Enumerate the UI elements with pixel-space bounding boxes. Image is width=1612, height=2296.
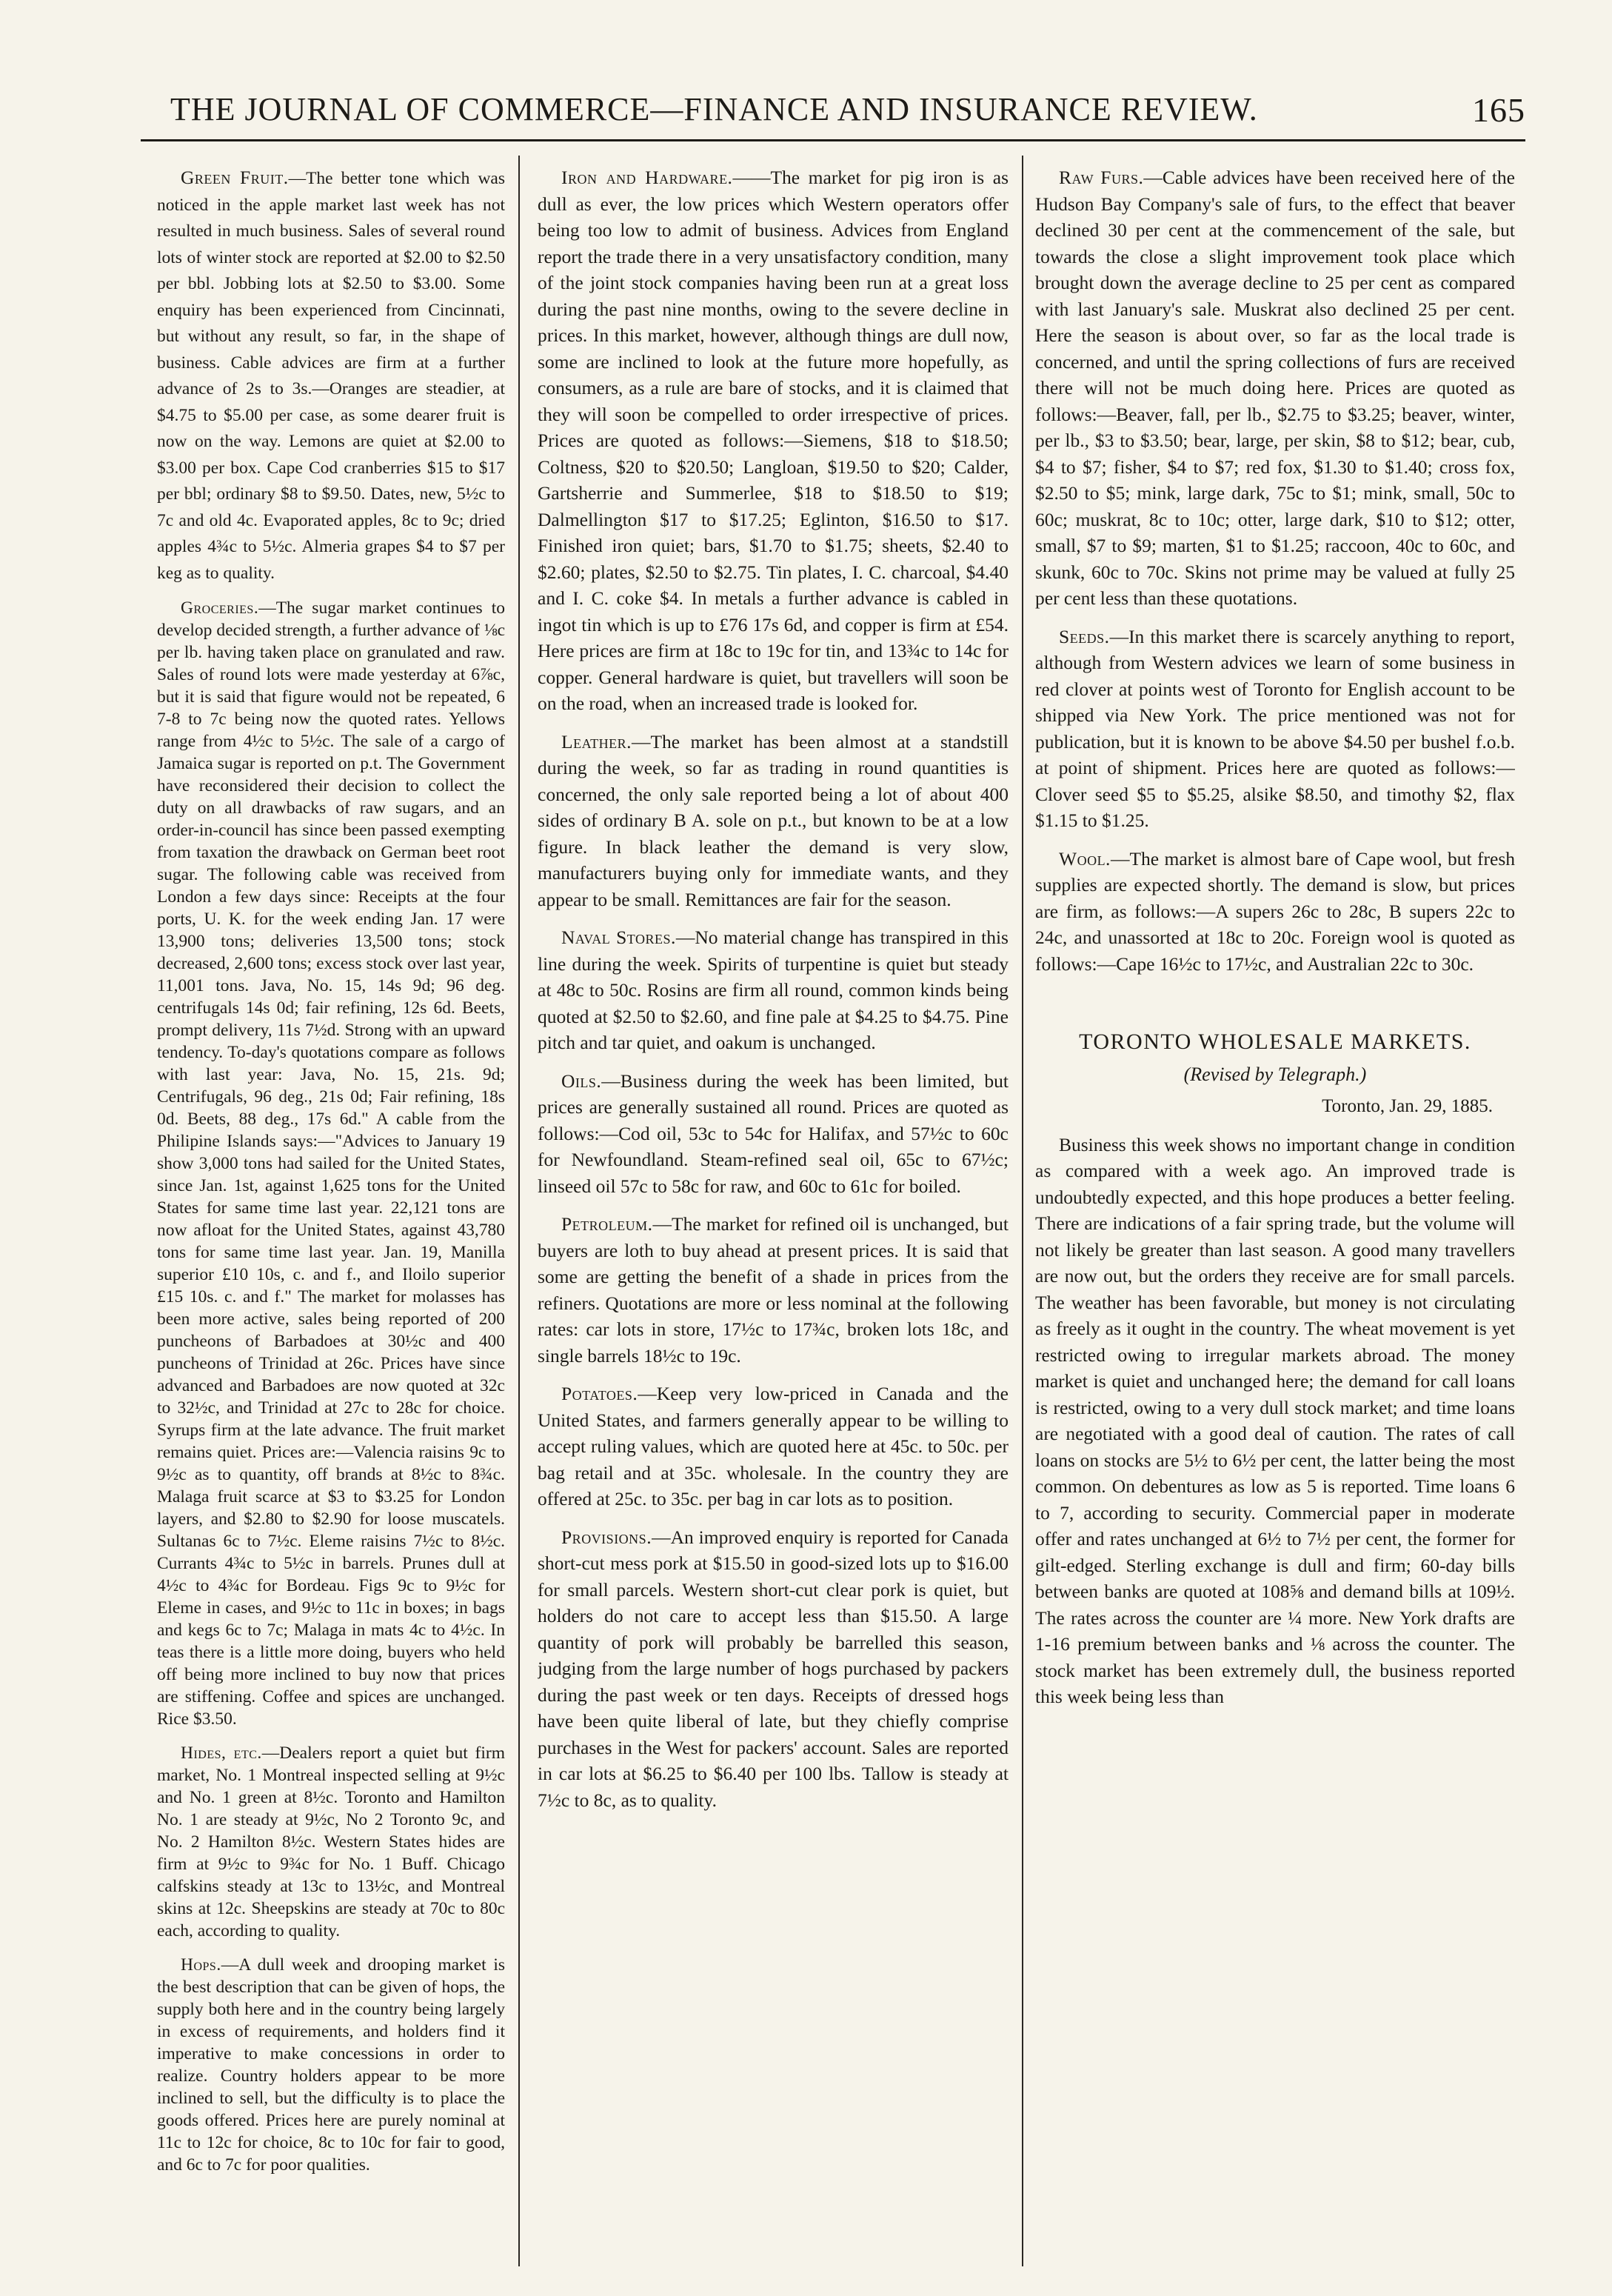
article-heading: Seeds. [1059, 625, 1110, 647]
article-text: —An improved enquiry is reported for Canada short-cut mess pork at $15.50 in good-sized lots up to $16.00 for small parcels. Western short-cut clear pork is quiet, but holders do not care to accept less than $15.50. A large quantity of pork will probably be barrelled this season, judging from the large number of hogs purchased by packers during the past week or ten days. Receipts of dressed hogs have been quite liberal of late, but they chiefly comprise purchases in the West for packers' account. Sales are reported in car lots at $6.25 to $6.40 per 100 lbs. Tallow is steady at 7½c to 8c, as to quality. [538, 1526, 1009, 1811]
article-heading: Petroleum. [561, 1213, 653, 1235]
article-text: —Business during the week has been limited, but prices are generally sustained all round. Prices are quoted as follows:—Cod oil, 53c to 54c for Halifax, and 57½c to 60c for Newfoundland. Steam-refined seal oil, 65c to 67½c; linseed oil 57c to 58c for raw, and 60c to 61c for boiled. [538, 1069, 1009, 1197]
article-groceries [157, 597, 505, 1730]
article-seeds [1035, 624, 1515, 834]
article-text: —The sugar market continues to develop decided strength, a further advance of ⅛c per lb. having taken place on granulated and raw. Sales of round lots were made yesterday at 6⅞c, but it is said that figure would not be repeated, 6 7-8 to 7c being now the quoted rates. Yellows range from 4½c to 5½c. The sale of a cargo of Jamaica sugar is reported on p.t. The Government have reconsidered their decision to collect the duty on all drawbacks of raw sugars, and an order-in-council has since been passed exempting from taxation the drawback on German beet root sugar. The following cable was received from London a few days since: Receipts at the four ports, U. K. for the week ending Jan. 17 were 13,900 tons; deliveries 13,500 tons; stock decreased, 2,600 tons; excess stock over last year, 11,001 tons. Java, No. 15, 14s 9d; 96 deg. centrifugals 14s 0d; fair refining, 12s 6d. Beets, prompt delivery, 11s 7½d. Strong with an upward tendency. To-day's quotations compare as follows with last year: Java, No. 15, 21s. 9d; Centrifugals, 96 deg., 21s 0d; Fair refining, 18s 0d. Beets, 88 deg., 17s 6d." A cable from the Philipine Islands says:—"Advices to January 19 show 3,000 tons had sailed for the United States, since Jan. 1st, against 1,625 tons for the United States for same time last year. 22,121 tons are now afloat for the United States, against 43,780 tons for same time last year. Jan. 19, Manilla superior £10 10s, c. and f., and Iloilo superior £15 10s. c. and f." The market for molasses has been more active, sales being reported of 200 puncheons of Barbadoes at 30½c and 400 puncheons of Trinidad at 26c. Prices have since advanced and Barbadoes are now quoted at 32c to 32½c, and Trinidad at 27c to 28c for choice. Syrups firm at the late advance. The fruit market remains quiet. Prices are:—Valencia raisins 9c to 9½c as to quantity, off brands at 8½c to 8¾c. Malaga fruit scarce at $3 to $3.25 for London layers, and $2.80 to $2.90 for loose muscatels. Sultanas 6c to 7½c. Eleme raisins 7½c to 8½c. Currants 4¾c to 5½c in barrels. Prunes dull at 4½c to 4¾c for Bordeau. Figs 9c to 9½c for Eleme in cases, and 9½c to 11c in boxes; in bags and kegs 6c to 7c; Malaga in mats 4c to 4½c. In teas there is a little more doing, buyers who held off being more inclined to buy now that prices are stiffening. Coffee and spices are unchanged. Rice $3.50. [157, 598, 505, 1729]
article-leather [538, 729, 1009, 913]
article-heading: Hides, etc. [181, 1743, 262, 1763]
article-heading: Iron and Hardware. [561, 167, 733, 188]
article-heading: Groceries. [181, 598, 259, 618]
article-text: —Dealers report a quiet but firm market, No. 1 Montreal inspected selling at 9½c and No. 1 green at 8½c. Toronto and Hamilton No. 1 are steady at 9½c, No 2 Toronto 9c, and No. 2 Hamilton 8½c. Western States hides are firm at 9½c to 9¾c for No. 1 Buff. Chicago calfskins steady at 13c to 13½c, and Montreal skins at 12c. Sheepskins are steady at 70c to 80c each, according to quality. [157, 1743, 505, 1940]
article-heading: Wool. [1059, 847, 1111, 870]
page-number: 165 [1472, 91, 1525, 129]
article-heading: Potatoes. [561, 1383, 638, 1404]
article-text: —Keep very low-priced in Canada and the United States, and farmers generally appear to be willing to accept ruling values, which are quoted here at 45c. to 50c. per bag retail and at 35c. wholesale. In the country they are offered at 25c. to 35c. per bag in car lots as to position. [538, 1383, 1009, 1509]
column-2 [538, 164, 1009, 2275]
article-text: —No material change has transpired in this line during the week. Spirits of turpentine is quiet but steady at 48c to 50c. Rosins are firm all round, common kinds being quoted at $2.50 to $2.60, and fine pale at $4.25 to $4.75. Pine pitch and tar quiet, and oakum is unchanged. [538, 927, 1009, 1053]
article-hops [157, 1954, 505, 2176]
page-header [141, 83, 1525, 136]
article-text: —Cable advices have been received here of the Hudson Bay Company's sale of furs, to the effect that beaver declined 30 per cent at the commencement of the sale, but towards the close a slight improvement took place which brought down the average decline to 25 per cent as compared with last January's sale. Muskrat also declined 25 per cent. Here the season is about over, so far as the local trade is concerned, and until the spring collections of furs are received there will not be much doing here. Prices are quoted as follows:—Beaver, fall, per lb., $2.75 to $3.25; beaver, winter, per lb., $3 to $3.50; bear, large, per skin, $8 to $12; bear, cub, $4 to $7; fisher, $4 to $7; red fox, $1.30 to $1.40; cross fox, $2.50 to $5; mink, large dark, 75c to $1; mink, small, 50c to 60c; muskrat, 8c to 10c; otter, large dark, $10 to $12; otter, small, $7 to $9; marten, $1 to $1.25; raccoon, 40c to 60c, and skunk, 60c to 70c. Skins not prime may be valued at fully 25 per cent less than these quotations. [1035, 167, 1515, 609]
toronto-markets-body: Business this week shows no important change in condition as compared with a week ago. An improved trade is undoubtedly expected, and this hope produces a better feeling. There are indications of a fair spring trade, but the volume will not likely be greater than last season. A good many travellers are now out, but the orders they receive are for small parcels. The weather has been favorable, but money is not circulating as freely as it ought in the country. The wheat movement is yet restricted owing to irregular markets abroad. The money market is quiet and unchanged here; the demand for call loans is restricted, owing to a very dull stock market; and time loans are negotiated with a good deal of caution. The rates of call loans on stocks are 5½ to 6½ per cent, the latter being the most common. On debentures as low as 5 is reported. Time loans 6 to 7, according to security. Commercial paper in moderate offer and rates unchanged at 6½ to 7½ per cent, the former for gilt-edged. Sterling exchange is dull and firm; 60-day bills between banks are quoted at 108⅝ and demand bills at 109½. The rates across the counter are ¼ more. New York drafts are 1-16 premium between banks and ⅛ across the counter. The stock market has been extremely dull, the business reported this week being less than [1035, 1133, 1515, 1707]
article-text: —The market has been almost at a standstill during the week, so far as trading in round quantities is concerned, the only sale reported being a lot of about 400 sides of ordinary B A. sole on p.t., but known to be at a low figure. In black leather the demand is very slow, manufacturers buying only for immediate wants, and they appear to be small. Remittances are fair for the season. [538, 730, 1009, 910]
article-text: ——The market for pig iron is as dull as ever, the low prices which Western operators offer being too low to admit of business. Advices from England report the trade there in a very unsatisfactory condition, many of the joint stock companies having been run at a great loss during the past nine months, owing to the severe decline in prices. In this market, however, although things are dull now, some are inclined to look at the future more hopefully, as consumers, as a rule are bare of stocks, and it is claimed that they will soon be compelled to order irrespective of prices. Prices are quoted as follows:—Siemens, $18 to $18.50; Coltness, $20 to $20.50; Langloan, $19.50 to $20; Calder, Gartsherrie and Summerlee, $18 to $18.50 to $19; Dalmellington $17 to $17.25; Eglinton, $16.50 to $17. Finished iron quiet; bars, $1.70 to $1.75; sheets, $2.40 to $2.60; plates, $2.50 to $2.75. Tin plates, I. C. charcoal, $4.40 and I. C. coke $4. In metals a further advance is cabled in ingot tin which is up to £76 17s 6d, and copper is firm at £54. Here prices are firm at 18c to 19c for tin, and 13¾c to 14c for copper. General hardware is quiet, but travellers will soon be on the road, when an increased trade is looked for. [538, 167, 1009, 714]
article-text: —The market is almost bare of Cape wool, but fresh supplies are expected shortly. The demand is slow, but prices are firm, as follows:—A supers 26c to 28c, B supers 22c to 24c, and unassorted at 18c to 20c. Foreign wool is quoted as follows:—Cape 16½c to 17½c, and Australian 22c to 30c. [1035, 847, 1515, 975]
column-divider [1022, 156, 1023, 2266]
article-oils [538, 1068, 1009, 1200]
column-1 [157, 164, 505, 2275]
toronto-markets-subtitle: (Revised by Telegraph.) [1183, 1063, 1367, 1085]
article-wool [1035, 846, 1515, 978]
article-provisions [538, 1524, 1009, 1814]
article-green-fruit [157, 164, 505, 585]
article-hides [157, 1742, 505, 1942]
article-text: —The better tone which was noticed in the apple market last week has not resulted in much business. Sales of several round lots of winter stock are reported at $2.00 to $2.50 per bbl. Jobbing lots at $2.50 to $3.00. Some enquiry has been experienced from Cincinnati, but without any result, so far, in the shape of business. Cable advices are firm at a further advance of 2s to 3s.—Oranges are steadier, at $4.75 to $5.00 per case, as some dearer fruit is now on the way. Lemons are quiet at $2.00 to $3.00 per box. Cape Cod cranberries $15 to $17 per bbl; ordinary $8 to $9.50. Dates, new, 5½c to 7c and old 4c. Evaporated apples, 8c to 9c; dried apples 4¾c to 5½c. Almeria grapes $4 to $7 per keg as to quality. [157, 169, 505, 583]
article-text: —A dull week and drooping market is the best description that can be given of hops, the supply both here and in the country being largely in excess of requirements, and holders find it imperative to make concessions in order to realize. Country holders appear to be more inclined to sell, but the difficulty is to place the goods offered. Prices here are purely nominal at 11c to 12c for choice, 8c to 10c for fair to good, and 6c to 7c for poor qualities. [157, 1955, 505, 2175]
article-potatoes [538, 1381, 1009, 1512]
article-text: —In this market there is scarcely anything to report, although from Western advices we learn of some business in red clover at points west of Toronto for English account to be shipped via New York. The price mentioned was not for publication, but it is known to be above $4.50 per bushel f.o.b. at point of shipment. Prices here are quoted as follows:—Clover seed $5 to $5.25, alsike $8.50, and timothy $2, flax $1.15 to $1.25. [1035, 625, 1515, 831]
article-heading: Naval Stores. [561, 927, 676, 948]
article-heading: Provisions. [561, 1526, 652, 1548]
article-heading: Raw Furs. [1059, 167, 1144, 188]
article-heading: Green Fruit. [181, 167, 289, 188]
header-rule [141, 139, 1525, 141]
article-raw-furs [1035, 164, 1515, 612]
column-3 [1035, 164, 1515, 2275]
article-heading: Oils. [561, 1069, 602, 1092]
article-heading: Leather. [561, 730, 632, 752]
article-iron-hardware [538, 164, 1009, 717]
article-heading: Hops. [181, 1955, 221, 1975]
toronto-markets-title: TORONTO WHOLESALE MARKETS. [1079, 1029, 1471, 1054]
article-petroleum [538, 1211, 1009, 1369]
column-divider [518, 156, 520, 2266]
journal-title: THE JOURNAL OF COMMERCE—FINANCE AND INSURANCE REVIEW. [170, 91, 1258, 127]
article-naval-stores [538, 924, 1009, 1056]
toronto-markets-dateline: Toronto, Jan. 29, 1885. [1322, 1096, 1493, 1116]
article-text: —The market for refined oil is unchanged, but buyers are loth to buy ahead at present prices. It is said that some are getting the benefit of a shade in prices from the refiners. Quotations are more or less nominal at the following rates: car lots in store, 17½c to 17¾c, broken lots 18c, and single barrels 18½c to 19c. [538, 1213, 1009, 1366]
